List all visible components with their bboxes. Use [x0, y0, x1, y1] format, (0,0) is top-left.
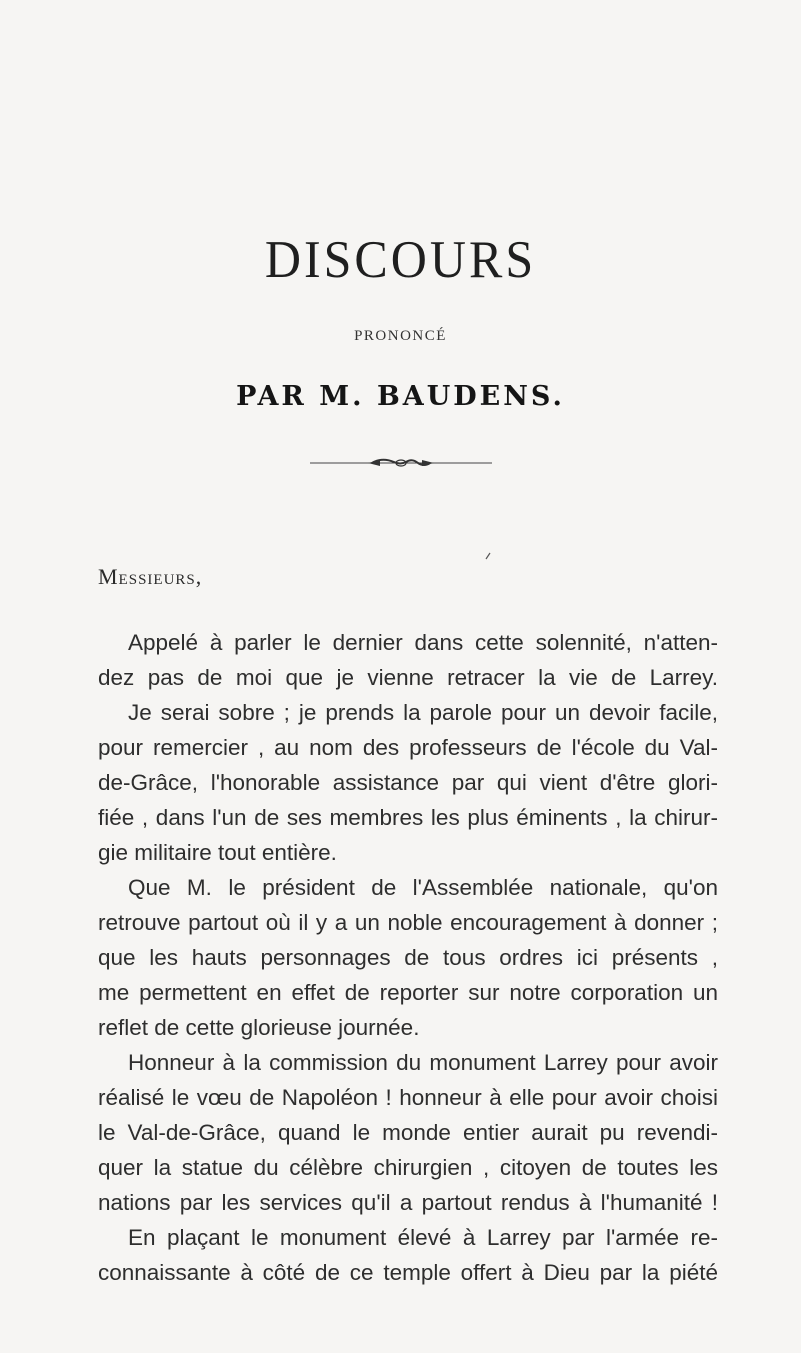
document-title: DISCOURS	[264, 229, 537, 289]
document-subtitle: PRONONCÉ	[354, 328, 447, 344]
stray-mark-icon	[485, 552, 491, 560]
text-line: Je serai sobre ; je prends la parole pour un devoir facile,	[128, 700, 718, 725]
text-line: connaissante à côté de ce temple offert à Dieu par la piété	[98, 1260, 718, 1285]
author-byline: PAR M. BAUDENS.	[236, 381, 565, 412]
speech-body	[98, 625, 718, 1290]
text-line: que les hauts personnages de tous ordres ici présents ,	[98, 945, 718, 970]
text-line: quer la statue du célèbre chirurgien , citoyen de toutes les	[98, 1155, 718, 1180]
text-line: dez pas de moi que je vienne retracer la vie de Larrey.	[98, 665, 718, 690]
text-line: nations par les services qu'il a partout rendus à l'humanité !	[98, 1190, 718, 1215]
text-line: me permettent en effet de reporter sur notre corporation un	[98, 980, 718, 1005]
text-line: fiée , dans l'un de ses membres les plus éminents , la chirur-	[98, 805, 718, 830]
text-line: En plaçant le monument élevé à Larrey par l'armée re-	[128, 1225, 718, 1250]
text-line: Honneur à la commission du monument Larrey pour avoir	[128, 1050, 718, 1075]
scroll-divider-icon	[310, 456, 492, 470]
text-line: pour remercier , au nom des professeurs de l'école du Val-	[98, 735, 718, 760]
text-line: Que M. le président de l'Assemblée nationale, qu'on	[128, 875, 718, 900]
text-line: le Val-de-Grâce, quand le monde entier aurait pu revendi-	[98, 1120, 718, 1145]
text-line: gie militaire tout entière.	[98, 840, 337, 865]
text-line: de-Grâce, l'honorable assistance par qui vient d'être glori-	[98, 770, 718, 795]
text-line: Appelé à parler le dernier dans cette solennité, n'atten-	[128, 630, 718, 655]
salutation: Messieurs,	[98, 564, 203, 589]
text-line: retrouve partout où il y a un noble encouragement à donner ;	[98, 910, 718, 935]
text-line: reflet de cette glorieuse journée.	[98, 1015, 420, 1040]
text-line: réalisé le vœu de Napoléon ! honneur à elle pour avoir choisi	[98, 1085, 718, 1110]
